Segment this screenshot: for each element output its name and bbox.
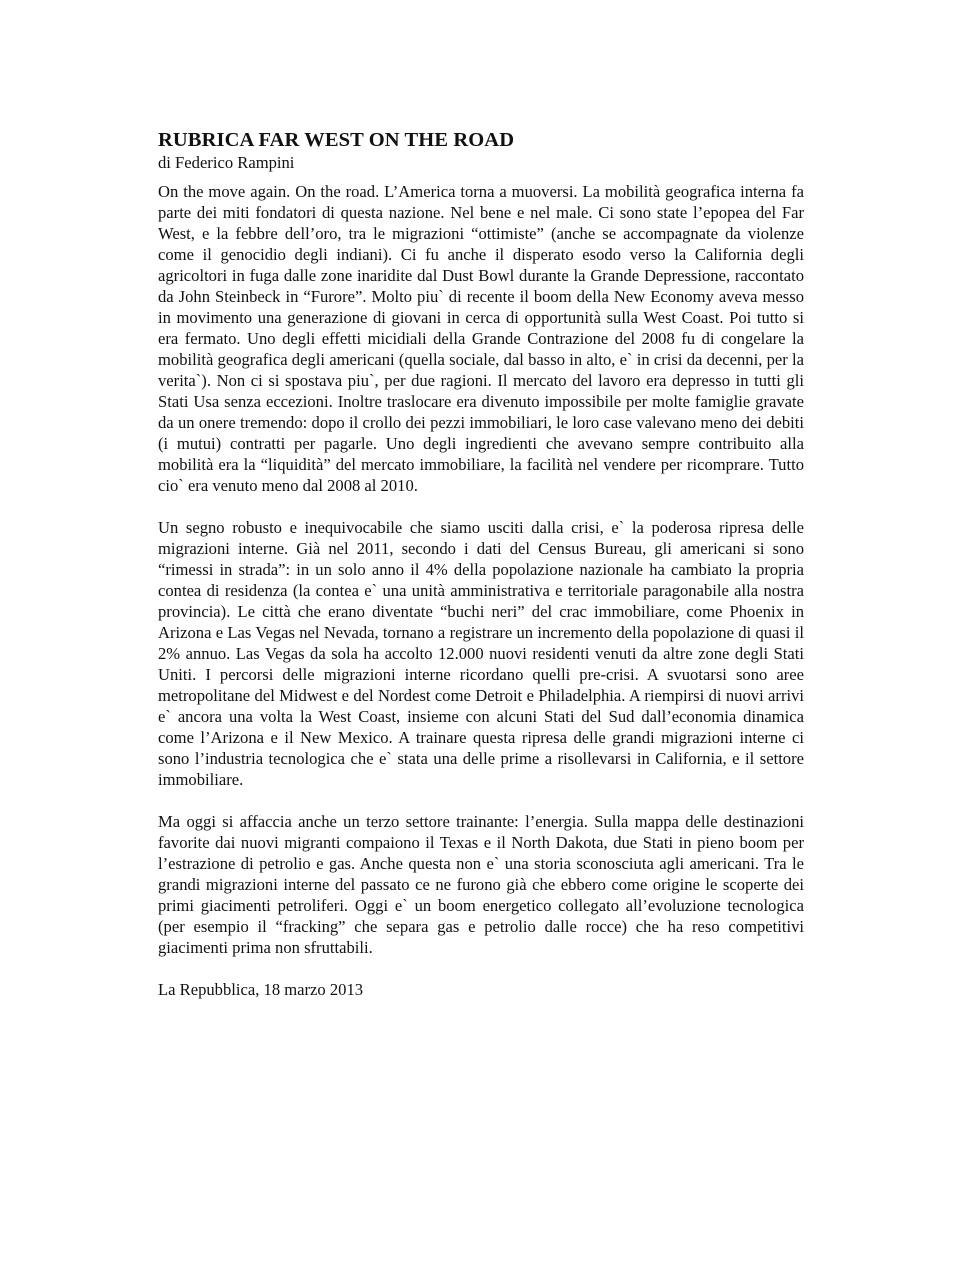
article-source: La Repubblica, 18 marzo 2013 [158, 980, 364, 999]
article-paragraph-3: Ma oggi si affaccia anche un terzo settore trainante: l’energia. Sulla mappa delle destinazioni favorite dai nuovi migranti compaiono il Texas e il North Dakota, due Stati in pieno boom per l’estrazione di petrolio e gas. Anche questa non e` una storia sconosciuta agli americani. Tra le grandi migrazioni interne del passato ce ne furono già che ebbero come origine le scoperte dei primi giacimenti petroliferi. Oggi e` un boom energetico collegato all’evoluzione tecnologica (per esempio il “fracking” che separa gas e petrolio dalle rocce) che ha reso competitivi giacimenti prima non sfruttabili. [158, 812, 804, 957]
article-paragraph-2: Un segno robusto e inequivocabile che siamo usciti dalla crisi, e` la poderosa ripresa delle migrazioni interne. Già nel 2011, secondo i dati del Census Bureau, gli americani si sono “rimessi in strada”: in un solo anno il 4% della popolazione nazionale ha cambiato la propria contea di residenza (la contea e` una unità amministrativa e territoriale paragonabile alla nostra provincia). Le città che erano diventate “buchi neri” del crac immobiliare, come Phoenix in Arizona e Las Vegas nel Nevada, tornano a registrare un incremento della popolazione di quasi il 2% annuo. Las Vegas da sola ha accolto 12.000 nuovi residenti venuti da altre zone degli Stati Uniti. I percorsi delle migrazioni interne ricordano quelli pre-crisi. A svuotarsi sono aree metropolitane del Midwest e del Nordest come Detroit e Philadelphia. A riempirsi di nuovi arrivi e` ancora una volta la West Coast, insieme con alcuni Stati del Sud dall’economia dinamica come l’Arizona e il New Mexico. A trainare questa ripresa delle grandi migrazioni interne ci sono l’industria tecnologica che e` stata una delle prime a risollevarsi in California, e il settore immobiliare. [158, 518, 804, 789]
article-title: RUBRICA FAR WEST ON THE ROAD [158, 129, 515, 151]
document-page [158, 128, 804, 1000]
article-paragraph-1: On the move again. On the road. L’America torna a muoversi. La mobilità geografica interna fa parte dei miti fondatori di questa nazione. Nel bene e nel male. Ci sono state l’epopea del Far West, e la febbre dell’oro, tra le migrazioni “ottimiste” (anche se accompagnate da violenze come il genocidio degli indiani). Ci fu anche il disperato esodo verso la California degli agricoltori in fuga dalle zone inaridite dal Dust Bowl durante la Grande Depressione, raccontato da John Steinbeck in “Furore”. Molto piu` di recente il boom della New Economy aveva messo in movimento una generazione di giovani in cerca di opportunità sulla West Coast. Poi tutto si era fermato. Uno degli effetti micidiali della Grande Contrazione del 2008 fu di congelare la mobilità geografica degli americani (quella sociale, dal basso in alto, e` in crisi da decenni, per la verita`). Non ci si spostava piu`, per due ragioni. Il mercato del lavoro era depresso in tutti gli Stati Usa senza eccezioni. Inoltre traslocare era divenuto impossibile per molte famiglie gravate da un onere tremendo: dopo il crollo dei pezzi immobiliari, le loro case valevano meno dei debiti (i mutui) contratti per pagarle. Uno degli ingredienti che avevano sempre contribuito alla mobilità era la “liquidità” del mercato immobiliare, la facilità nel vendere per ricomprare. Tutto cio` era venuto meno dal 2008 al 2010. [158, 182, 804, 495]
article-byline: di Federico Rampini [158, 153, 295, 172]
